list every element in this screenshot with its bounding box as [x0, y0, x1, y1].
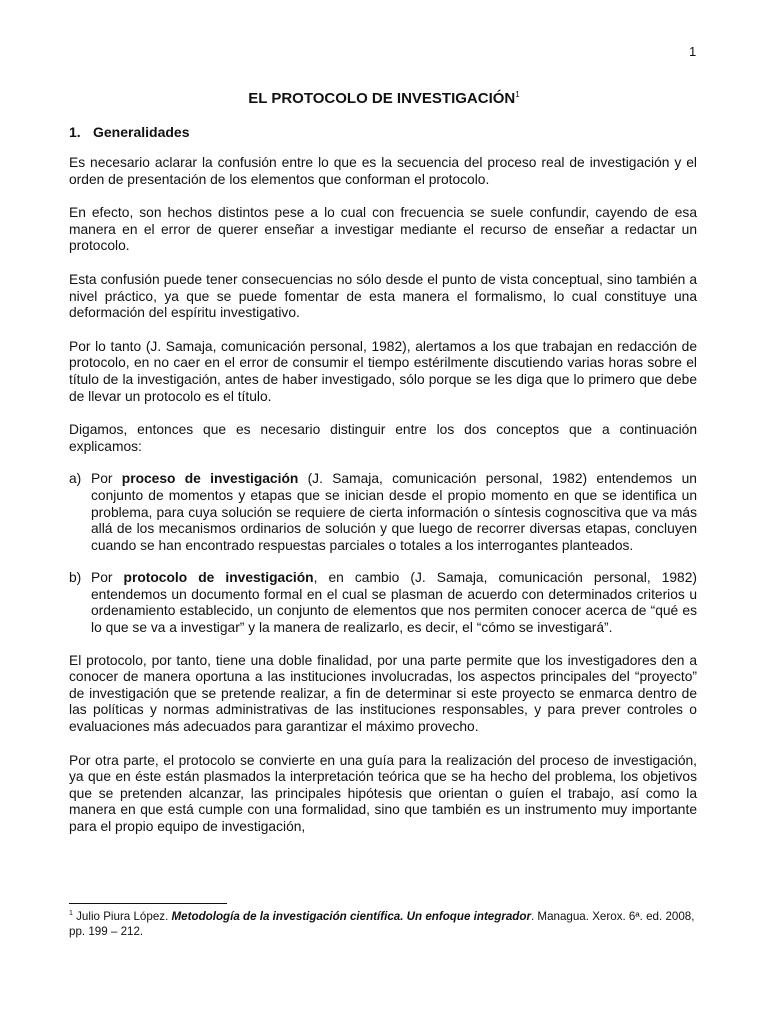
list-item-lead: Por [91, 570, 124, 586]
section-number: 1. [69, 124, 81, 140]
list-item-text: , en cambio (J. Samaja, comunicación personal, 1982) entendemos un documento formal en el cual se plasman de acuerdo con determinados criterios u ordenamiento establecido, un conjunto de elementos que nos permiten conocer acerca de “qué es lo que se va a investigar” y la manera de realizarlo, es decir, el “cómo se investigará”. [91, 570, 698, 636]
paragraph: Esta confusión puede tener consecuencias no sólo desde el punto de vista conceptual, sino también a nivel práctico, ya que se puede fomentar de esta manera el formalismo, lo cual constituye una deformación del espíritu investigativo. [69, 271, 697, 321]
footnote-author: Julio Piura López. [72, 909, 172, 923]
paragraph: Por lo tanto (J. Samaja, comunicación personal, 1982), alertamos a los que trabajan en redacción de protocolo, en no caer en el error de consumir el tiempo estérilmente discutiendo varias horas sobre el título de la investigación, antes de haber investigado, sólo porque se les diga que lo primero que debe de llevar un protocolo es el título. [69, 338, 697, 404]
title-footnote-ref: 1 [515, 90, 520, 99]
list-marker: b) [69, 570, 82, 586]
paragraph: Es necesario aclarar la confusión entre lo que es la secuencia del proceso real de investigación y el orden de presentación de los elementos que conforman el protocolo. [69, 155, 697, 187]
list-item-term: protocolo de investigación [123, 570, 314, 586]
document-title-text: EL PROTOCOLO DE INVESTIGACIÓN [248, 90, 516, 107]
paragraph: Por otra parte, el protocolo se convierte en una guía para la realización del proceso de investigación, ya que en éste están plasmados la interpretación teórica que se ha hecho del problema, los objetivos que se pretenden alcanzar, las principales hipótesis que orientan o guíen el trabajo, así como la manera en que está cumple con una formalidad, sino que también es un instrumento muy importante para el propio equipo de investigación, [69, 752, 697, 834]
section-heading [69, 124, 190, 140]
document-title [0, 90, 768, 107]
list-item-lead: Por [91, 471, 122, 487]
list-item-term: proceso de investigación [121, 471, 299, 487]
page-number: 1 [689, 44, 697, 59]
paragraph: En efecto, son hechos distintos pese a lo cual con frecuencia se suele confundir, cayendo de esa manera en el error de querer enseñar a investigar mediante el recurso de enseñar a redactar un protocolo. [69, 205, 697, 254]
list-item [69, 471, 697, 554]
footnote-book-title: Metodología de la investigación científica. Un enfoque integrador [171, 909, 531, 923]
footnote [69, 906, 699, 939]
footnote-divider [69, 903, 227, 904]
list-item [69, 570, 697, 636]
footnote-details: . Managua. Xerox. 6ª. ed. 2008, pp. 199 – 212. [69, 909, 695, 938]
paragraph: El protocolo, por tanto, tiene una doble finalidad, por una parte permite que los investigadores den a conocer de manera oportuna a las instituciones involucradas, los aspectos principales del “proyecto” de investigación que se pretende realizar, a fin de determinar si este proyecto se enmarca dentro de las políticas y normas administrativas de las instituciones responsables, y para prever controles o evaluaciones más adecuados para garantizar el máximo provecho. [69, 652, 697, 735]
paragraph: Digamos, entonces que es necesario distinguir entre los dos conceptos que a continuación explicamos: [69, 422, 697, 454]
section-heading-text: Generalidades [93, 124, 190, 140]
footnote-ref: 1 [69, 910, 73, 917]
list-marker: a) [69, 471, 82, 487]
document-body [69, 155, 697, 853]
list-item-text: (J. Samaja, comunicación personal, 1982) entendemos un conjunto de momentos y etapas que se inician desde el propio momento en que se identifica un problema, para cuya solución se requiere de cierta información o síntesis cognoscitiva que va más allá de los mecanismos ordinarios de solución y que luego de recorrer diversas etapas, concluyen cuando se han encontrado respuestas parciales o totales a los interrogantes planteados. [91, 471, 697, 553]
